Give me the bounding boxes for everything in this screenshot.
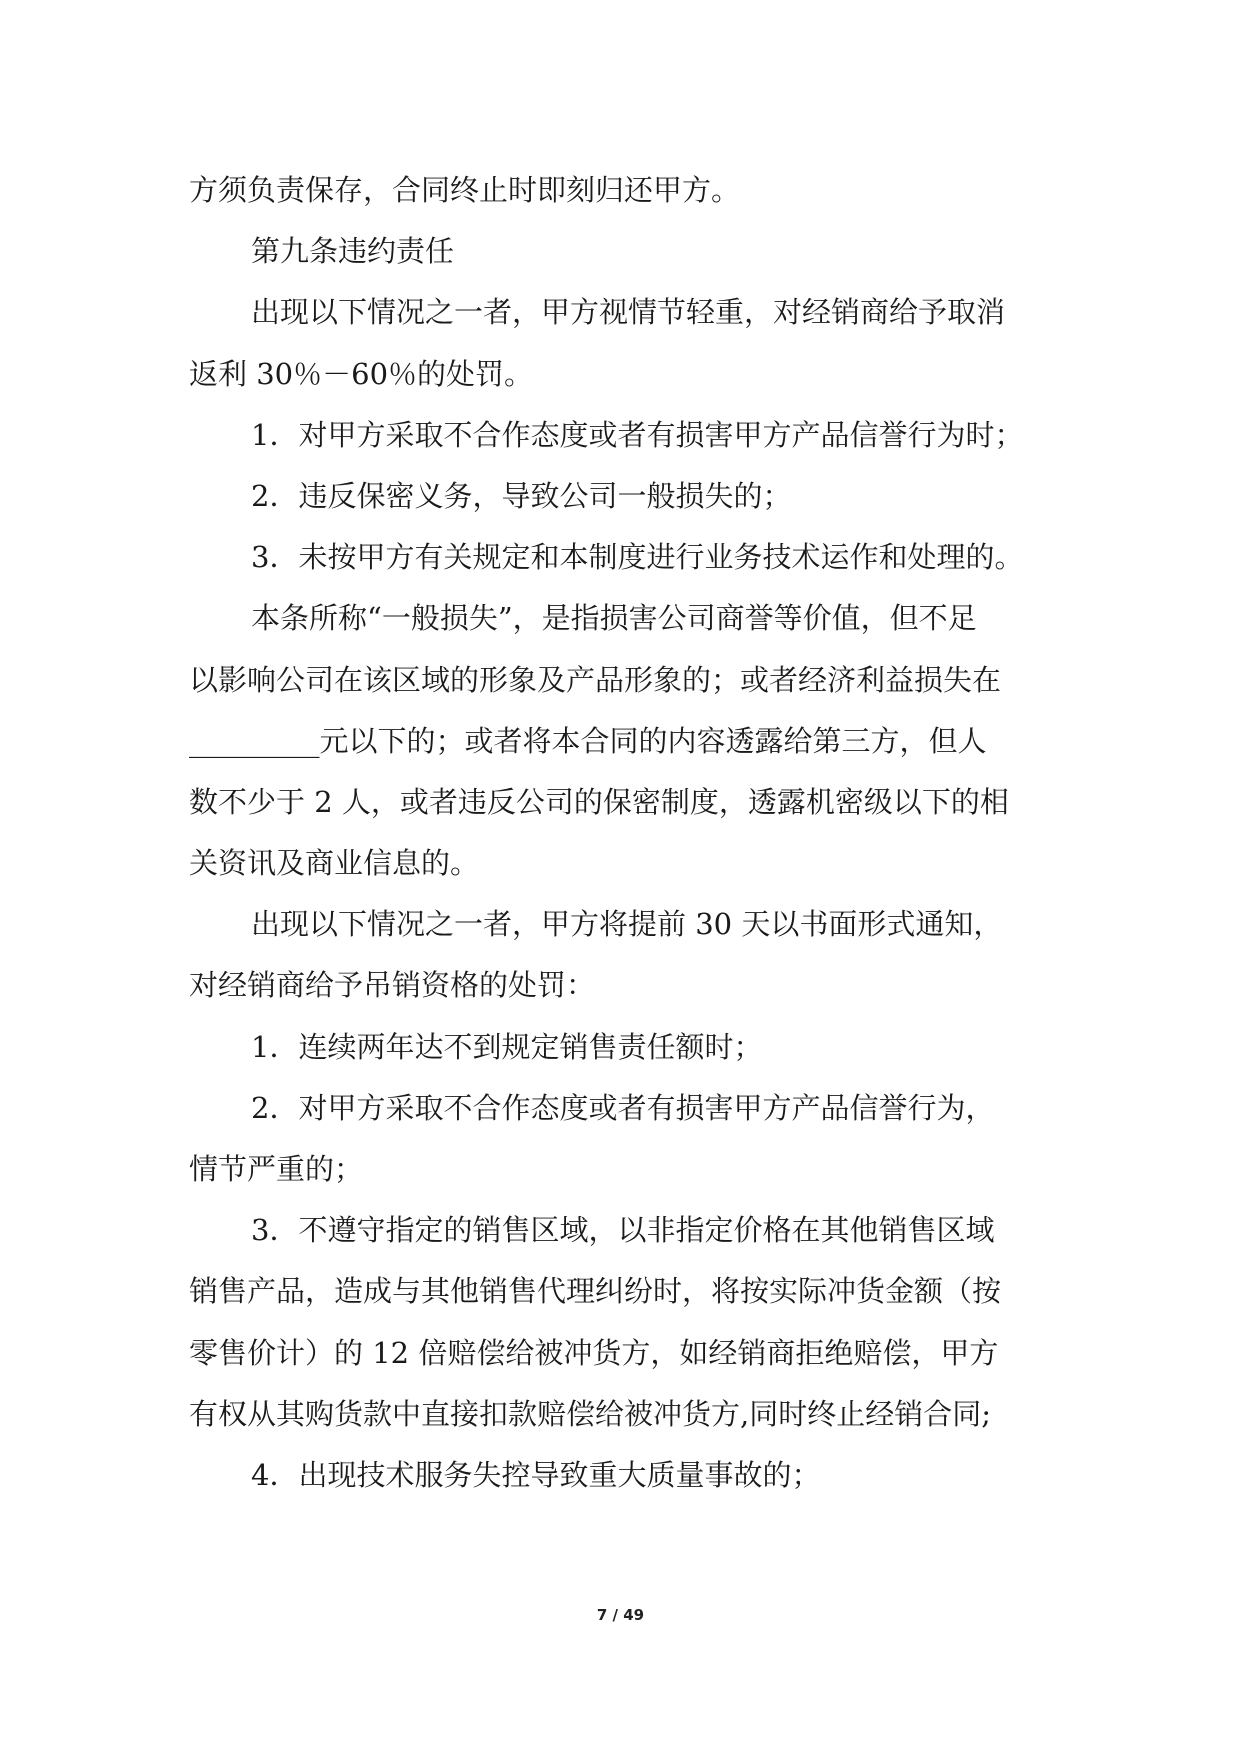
text-line: 1．连续两年达不到规定销售责任额时；	[251, 1029, 763, 1064]
document-body	[189, 160, 1069, 1506]
text-line: 2．违反保密义务，导致公司一般损失的；	[251, 478, 792, 513]
text-line: 3．未按甲方有关规定和本制度进行业务技术运作和处理的。	[251, 540, 1024, 575]
text-line: 1．对甲方采取不合作态度或者有损害甲方产品信誉行为时；	[251, 417, 1024, 452]
text-line: 本条所称“一般损失”，是指损害公司商誉等价值，但不足	[251, 601, 977, 636]
text-line: 对经销商给予吊销资格的处罚：	[189, 968, 596, 1003]
text-line: 出现以下情况之一者，甲方将提前 30 天以书面形式通知，	[251, 907, 1003, 942]
page-number: 7 / 49	[596, 1606, 645, 1624]
text-line: 返利 30％－60％的处罚。	[189, 356, 534, 391]
text-line: 关资讯及商业信息的。	[189, 846, 480, 881]
text-line: 2．对甲方采取不合作态度或者有损害甲方产品信誉行为，	[251, 1090, 995, 1125]
text-line: 第九条违约责任	[251, 234, 455, 269]
text-line: 有权从其购货款中直接扣款赔偿给被冲货方,同时终止经销合同;	[189, 1396, 991, 1431]
text-line: 方须负责保存，合同终止时即刻归还甲方。	[189, 173, 741, 207]
text-line: 零售价计）的 12 倍赔偿给被冲货方，如经销商拒绝赔偿，甲方	[189, 1335, 999, 1370]
text-line: _________元以下的；或者将本合同的内容透露给第三方，但人	[189, 723, 987, 758]
text-line: 销售产品，造成与其他销售代理纠纷时，将按实际冲货金额（按	[189, 1274, 1002, 1309]
text-line: 数不少于 2 人，或者违反公司的保密制度，透露机密级以下的相	[189, 784, 1009, 819]
text-line: 以影响公司在该区域的形象及产品形象的；或者经济利益损失在	[189, 662, 1002, 697]
text-line: 出现以下情况之一者，甲方视情节轻重，对经销商给予取消	[251, 295, 1006, 330]
text-line: 4．出现技术服务失控导致重大质量事故的；	[251, 1457, 821, 1492]
text-line: 情节严重的；	[189, 1152, 364, 1186]
text-line: 3．不遵守指定的销售区域，以非指定价格在其他销售区域	[251, 1213, 995, 1248]
